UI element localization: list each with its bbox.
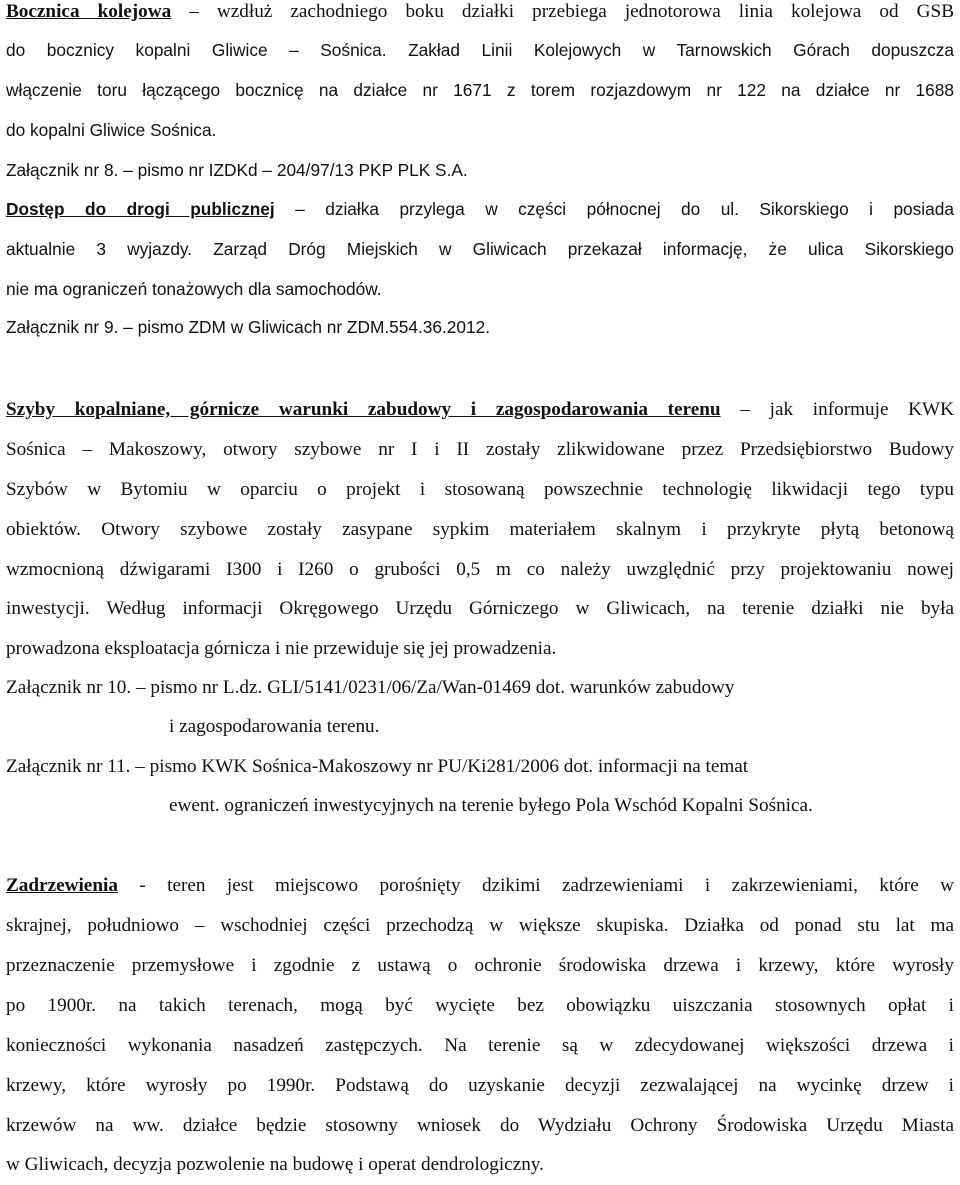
zadrzewienia-paragraph-line-5: konieczności wykonania nasadzeń zastępczych. Na terenie są w zdecydowanej większości drzewa i bbox=[6, 1035, 954, 1056]
szyby-paragraph-line-5: wzmocnioną dźwigarami I300 i I260 o grubości 0,5 m co należy uwzględnić przy projektowaniu nowej bbox=[6, 559, 954, 580]
zadrzewienia-paragraph-line-2: skrajnej, południowo – wschodniej części przechodzą w większe skupiska. Działka od ponad stu lat ma bbox=[6, 915, 954, 936]
szyby-attachment-10-continued: i zagospodarowania terenu. bbox=[169, 716, 380, 737]
szyby-paragraph-line-7: prowadzona eksploatacja górnicza i nie przewiduje się jej prowadzenia. bbox=[6, 638, 557, 659]
szyby-paragraph-line-2: Sośnica – Makoszowy, otwory szybowe nr I i II zostały zlikwidowane przez Przedsiębiorstwo Budowy bbox=[6, 439, 954, 460]
bocznica-attachment: Załącznik nr 8. – pismo nr IZDKd – 204/97/13 PKP PLK S.A. bbox=[6, 160, 468, 180]
szyby-heading: Szyby kopalniane, górnicze warunki zabudowy i zagospodarowania terenu bbox=[6, 399, 721, 420]
szyby-attachment-10: Załącznik nr 10. – pismo nr L.dz. GLI/5141/0231/06/Za/Wan-01469 dot. warunków zabudowy bbox=[6, 677, 735, 698]
zadrzewienia-paragraph-line-8: w Gliwicach, decyzja pozwolenie na budowę i operat dendrologiczny. bbox=[6, 1154, 544, 1175]
szyby-attachment-11: Załącznik nr 11. – pismo KWK Sośnica-Makoszowy nr PU/Ki281/2006 dot. informacji na temat bbox=[6, 756, 749, 777]
zadrzewienia-paragraph-line-7: krzewów na ww. działce będzie stosowny wniosek do Wydziału Ochrony Środowiska Urzędu Miasta bbox=[6, 1115, 954, 1136]
zadrzewienia-paragraph-line-3: przeznaczenie przemysłowe i zgodnie z ustawą o ochronie środowiska drzewa i krzewy, które wyrosły bbox=[6, 955, 954, 976]
bocznica-paragraph-line-2: do bocznicy kopalni Gliwice – Sośnica. Zakład Linii Kolejowych w Tarnowskich Górach dopuszcza bbox=[6, 40, 954, 60]
szyby-attachment-11-continued: ewent. ograniczeń inwestycyjnych na terenie byłego Pola Wschód Kopalni Sośnica. bbox=[169, 795, 813, 816]
dostep-heading: Dostęp do drogi publicznej bbox=[6, 199, 275, 219]
dostep-paragraph-line-2: aktualnie 3 wyjazdy. Zarząd Dróg Miejskich w Gliwicach przekazał informację, że ulica Sikorskiego bbox=[6, 239, 954, 259]
bocznica-paragraph-line-1: Bocznica kolejowa – wzdłuż zachodniego boku działki przebiega jednotorowa linia kolejowa od GSB bbox=[6, 1, 954, 22]
zadrzewienia-paragraph-line-1: Zadrzewienia - teren jest miejscowo porośnięty dzikimi zadrzewieniami i zakrzewieniami, które w bbox=[6, 875, 954, 896]
szyby-paragraph-line-1: Szyby kopalniane, górnicze warunki zabudowy i zagospodarowania terenu – jak informuje KWK bbox=[6, 399, 954, 420]
szyby-paragraph-line-6: inwestycji. Według informacji Okręgowego Urzędu Górniczego w Gliwicach, na terenie działki nie była bbox=[6, 598, 954, 619]
zadrzewienia-paragraph-line-6: krzewy, które wyrosły po 1990r. Podstawą do uzyskanie decyzji zezwalającej na wycinkę drzew i bbox=[6, 1075, 954, 1096]
dostep-attachment: Załącznik nr 9. – pismo ZDM w Gliwicach nr ZDM.554.36.2012. bbox=[6, 317, 491, 337]
bocznica-paragraph-line-3: włączenie toru łączącego bocznicę na działce nr 1671 z torem rozjazdowym nr 122 na działce nr 1688 bbox=[6, 80, 954, 100]
szyby-paragraph-line-3: Szybów w Bytomiu w oparciu o projekt i stosowaną powszechnie technologię likwidacji tego typu bbox=[6, 479, 954, 500]
zadrzewienia-heading: Zadrzewienia bbox=[6, 875, 118, 896]
dostep-paragraph-line-1: Dostęp do drogi publicznej – działka przylega w części północnej do ul. Sikorskiego i posiada bbox=[6, 199, 954, 219]
dostep-paragraph-line-3: nie ma ograniczeń tonażowych dla samochodów. bbox=[6, 279, 382, 299]
bocznica-heading: Bocznica kolejowa bbox=[6, 1, 172, 22]
bocznica-paragraph-line-4: do kopalni Gliwice Sośnica. bbox=[6, 120, 217, 140]
szyby-paragraph-line-4: obiektów. Otwory szybowe zostały zasypane sypkim materiałem skalnym i przykryte płytą betonową bbox=[6, 519, 954, 540]
zadrzewienia-paragraph-line-4: po 1900r. na takich terenach, mogą być wycięte bez obowiązku uiszczania stosownych opłat i bbox=[6, 995, 954, 1016]
